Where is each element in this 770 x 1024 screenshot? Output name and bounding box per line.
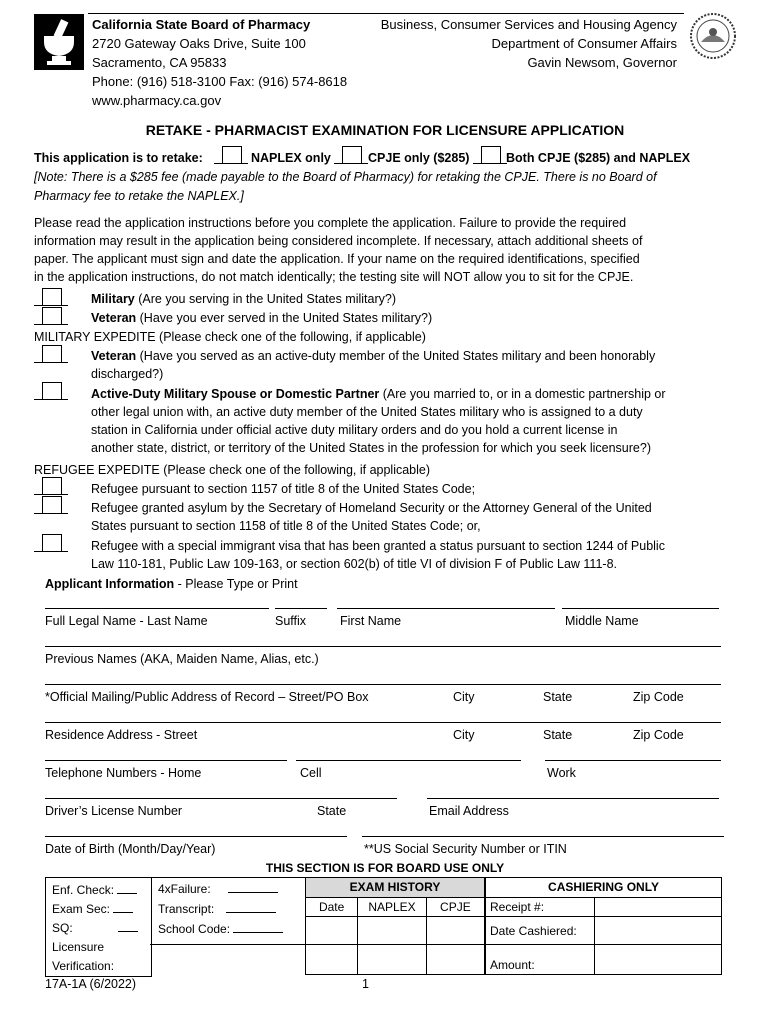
fee-note-2: Pharmacy fee to retake the NAPLEX.] — [34, 189, 244, 203]
cell-phone-input[interactable] — [296, 744, 521, 761]
mortar-pestle-icon — [34, 14, 84, 70]
work-phone-input[interactable] — [545, 744, 721, 761]
middle-name-label: Middle Name — [565, 614, 639, 628]
refugee-1157-text: Refugee pursuant to section 1157 of title 8 of the United States Code; — [91, 482, 476, 496]
veteran-expedite-checkbox[interactable] — [34, 345, 68, 363]
date-cashiered-cell — [595, 917, 722, 945]
spouse-expedite-text: Active-Duty Military Spouse or Domestic Partner (Are you married to, or in a domestic partnership or other legal union with, an active duty member of the United States military who is assigned to a duty station in California under official active duty military orders and do you hold a current license in another state, district, or territory of the United States in the profession for which you seek licensure?) — [91, 387, 666, 455]
receipt-label: Receipt #: — [486, 898, 595, 917]
suffix-label: Suffix — [275, 614, 307, 628]
retake-lead: This application is to retake: — [34, 151, 203, 165]
cpje-only-label: CPJE only ($285) — [368, 151, 470, 165]
mailing-address-label: *Official Mailing/Public Address of Record – Street/PO Box — [45, 690, 369, 704]
mailing-state-label: State — [543, 690, 573, 704]
address-line: 2720 Gateway Oaks Drive, Suite 100 — [92, 36, 306, 51]
agency-info — [381, 15, 677, 72]
last-name-label: Full Legal Name - Last Name — [45, 614, 208, 628]
phone-line: Phone: (916) 518-3100 Fax: (916) 574-8618 — [92, 74, 348, 89]
board-logo — [34, 14, 84, 70]
agency-line: Business, Consumer Services and Housing Agency — [380, 17, 677, 32]
governor-line: Gavin Newsom, Governor — [527, 55, 677, 70]
dl-state-label: State — [317, 804, 347, 818]
fee-note-1: [Note: There is a $285 fee (made payable to the Board of Pharmacy) for retaking the CPJE. There is no Board of — [34, 170, 657, 184]
header-rule — [88, 13, 684, 14]
instruction-line: in the application instructions, do not match identically; the testing site will NOT allow you to sit for the CPJE. — [34, 270, 634, 284]
drivers-license-input[interactable] — [45, 782, 397, 799]
instruction-line: paper. The applicant must sign and date the application. If your name on the required identifications, specified — [34, 252, 640, 266]
mailing-address-input[interactable] — [45, 668, 721, 685]
dob-input[interactable] — [45, 820, 347, 837]
applicant-heading: Applicant Information - Please Type or Print — [45, 577, 298, 591]
first-name-label: First Name — [340, 614, 402, 628]
military-question: Military (Are you serving in the United States military?) — [91, 292, 396, 306]
email-label: Email Address — [429, 804, 509, 818]
mailing-zip-label: Zip Code — [633, 690, 684, 704]
exam-history-header: EXAM HISTORY — [306, 878, 485, 898]
veteran-expedite-text: Veteran (Have you served as an active-duty member of the United States military and been honorably discharged?) — [91, 349, 656, 381]
last-name-input[interactable] — [45, 592, 269, 609]
instructions — [34, 214, 642, 286]
refugee-visa-text: Refugee with a special immigrant visa that has been granted a status pursuant to section 1244 of Public Law 110-181, Public Law 109-163, or section 602(b) of title VI of division F of Public Law 111-8. — [91, 539, 665, 571]
refugee-1157-checkbox[interactable] — [34, 477, 68, 495]
cashiering-table — [485, 877, 722, 975]
email-input[interactable] — [427, 782, 719, 799]
dob-label: Date of Birth (Month/Day/Year) — [45, 842, 216, 856]
naplex-only-checkbox[interactable] — [214, 146, 248, 164]
cashiering-header: CASHIERING ONLY — [486, 878, 722, 898]
website: www.pharmacy.ca.gov — [92, 93, 222, 108]
naplex-header: NAPLEX — [358, 898, 427, 917]
residence-zip-label: Zip Code — [633, 728, 684, 742]
first-name-input[interactable] — [337, 592, 555, 609]
military-expedite-heading: MILITARY EXPEDITE (Please check one of the following, if applicable) — [34, 330, 426, 344]
both-label: Both CPJE ($285) and NAPLEX — [506, 151, 691, 165]
military-checkbox[interactable] — [34, 288, 68, 306]
board-left-box: Enf. Check: Exam Sec: SQ: Licensure Verification: — [45, 877, 152, 977]
previous-names-input[interactable] — [45, 630, 721, 647]
drivers-license-label: Driver’s License Number — [45, 804, 183, 818]
exam-history-table — [305, 877, 485, 975]
previous-names-label: Previous Names (AKA, Maiden Name, Alias, etc.) — [45, 652, 319, 666]
board-mid-box: 4xFailure: Transcript: School Code: — [150, 877, 306, 945]
board-use-heading: THIS SECTION IS FOR BOARD USE ONLY — [265, 861, 505, 875]
ssn-label: **US Social Security Number or ITIN — [364, 842, 567, 856]
date-header: Date — [306, 898, 358, 917]
board-name: California State Board of Pharmacy — [92, 17, 311, 32]
refugee-expedite-heading: REFUGEE EXPEDITE (Please check one of the following, if applicable) — [34, 463, 431, 477]
refugee-asylum-checkbox[interactable] — [34, 496, 68, 514]
cpje-only-checkbox[interactable] — [334, 146, 368, 164]
page-number: 1 — [362, 977, 369, 991]
middle-name-input[interactable] — [562, 592, 719, 609]
amount-label: Amount: — [486, 945, 595, 975]
form-number: 17A-1A (6/2022) — [45, 977, 137, 991]
naplex-only-label: NAPLEX only — [251, 151, 331, 165]
veteran-question: Veteran (Have you ever served in the United States military?) — [91, 311, 433, 325]
receipt-cell — [595, 898, 722, 917]
veteran-served-checkbox[interactable] — [34, 307, 68, 325]
home-phone-input[interactable] — [45, 744, 287, 761]
residence-address-input[interactable] — [45, 706, 721, 723]
both-checkbox[interactable] — [473, 146, 507, 164]
residence-city-label: City — [453, 728, 475, 742]
amount-cell — [595, 945, 722, 975]
spouse-expedite-checkbox[interactable] — [34, 382, 68, 400]
cpje-header: CPJE — [426, 898, 484, 917]
suffix-input[interactable] — [275, 592, 327, 609]
department-line: Department of Consumer Affairs — [491, 36, 677, 51]
state-seal — [689, 12, 737, 60]
work-phone-label: Work — [547, 766, 576, 780]
refugee-visa-checkbox[interactable] — [34, 534, 68, 552]
residence-state-label: State — [543, 728, 573, 742]
city-line: Sacramento, CA 95833 — [92, 55, 227, 70]
refugee-asylum-text: Refugee granted asylum by the Secretary of Homeland Security or the Attorney General of the United States pursuant to section 1158 of title 8 of the United States Code; or, — [91, 501, 652, 533]
instruction-line: information may result in the application being considered incomplete. If necessary, attach additional sheets of — [34, 234, 643, 248]
date-cashiered-label: Date Cashiered: — [486, 917, 595, 945]
mailing-city-label: City — [453, 690, 475, 704]
board-address — [92, 15, 347, 110]
ssn-input[interactable] — [362, 820, 724, 837]
home-phone-label: Telephone Numbers - Home — [45, 766, 202, 780]
instruction-line: Please read the application instructions before you complete the application. Failure to provide the required — [34, 216, 627, 230]
residence-address-label: Residence Address - Street — [45, 728, 198, 742]
seal-icon — [689, 12, 737, 60]
page-title: RETAKE - PHARMACIST EXAMINATION FOR LICENSURE APPLICATION — [145, 122, 625, 138]
cell-phone-label: Cell — [300, 766, 322, 780]
